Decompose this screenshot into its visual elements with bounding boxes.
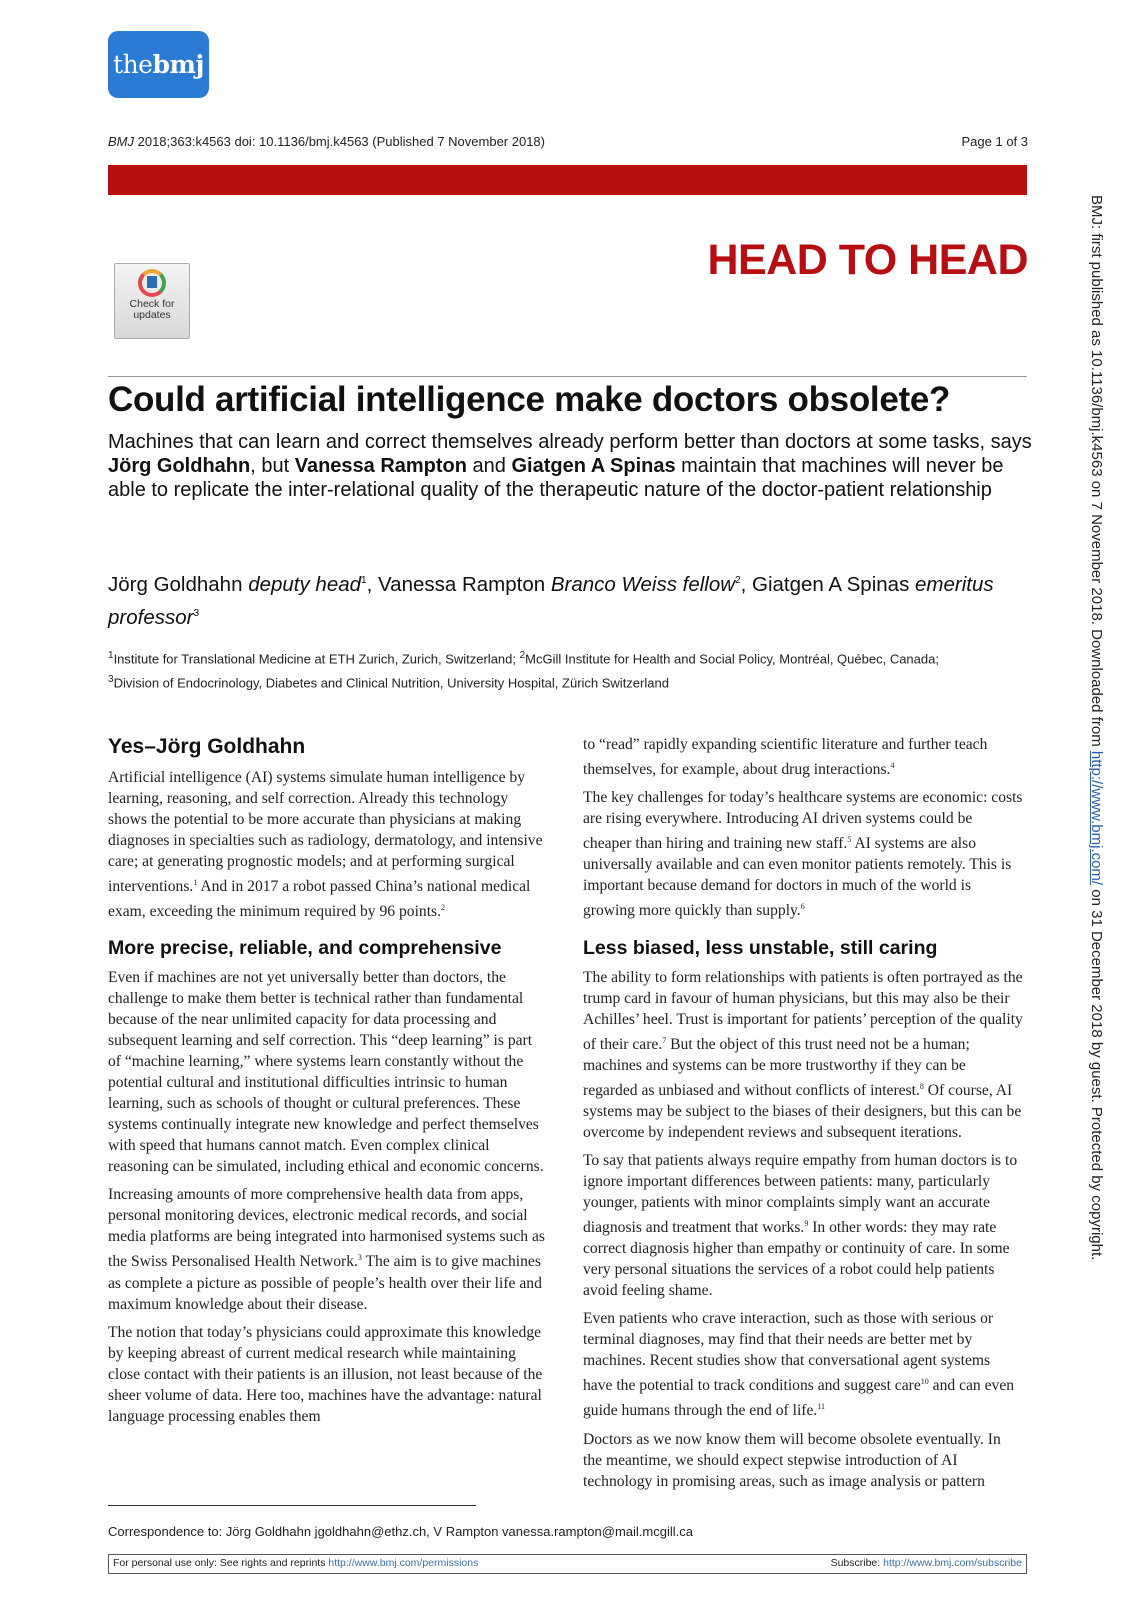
reference-sup: 2 <box>441 903 446 913</box>
author-list <box>108 566 1033 632</box>
paragraph-text: But the object of this trust need not be a human; machines and systems can be more trustworthy if they can be regarded as unbiased and without conflicts of interest. <box>583 1035 970 1099</box>
reference-sup: 3 <box>357 1253 362 1263</box>
paragraph <box>583 967 1023 1143</box>
check-for-updates-badge[interactable] <box>114 263 190 339</box>
footer-text: For personal use only: See rights and reprints <box>113 1557 329 1569</box>
author-sep: , <box>740 572 753 596</box>
footer-right <box>831 1557 1022 1569</box>
author-affil: 2 <box>735 575 741 586</box>
paragraph-text: AI systems are also universally available and can even monitor patients remotely. This is important because demand for doctors in much of the world is growing more quickly than supply. <box>583 835 1012 920</box>
logo-bold: bmj <box>152 50 204 79</box>
paragraph: Doctors as we now know them will become obsolete eventually. In the meantime, we should expect stepwise introduction of AI technology in promising areas, such as image analysis or pattern <box>583 1430 1001 1490</box>
standfirst-author: Giatgen A Spinas <box>511 455 676 477</box>
reference-sup: 11 <box>817 1402 825 1412</box>
standfirst-author: Vanessa Rampton <box>294 455 467 477</box>
author-name: Giatgen A Spinas <box>752 572 916 596</box>
column-heading: Yes–Jörg Goldhahn <box>108 735 306 758</box>
paragraph <box>583 734 1023 780</box>
affil-text: McGill Institute for Health and Social Policy, Montréal, Québec, Canada; <box>525 651 939 667</box>
paragraph-text: Even patients who crave interaction, such as those with serious or terminal diagnoses, may find that their needs are better met by machines. Recent studies show that conversational agent systems have the potential to track conditions and suggest care <box>583 1310 994 1395</box>
journal-name: BMJ <box>108 134 134 149</box>
paragraph-text: Of course, AI systems may be subject to the biases of their designers, but this can be overcome by independent reviews and subsequent iterations. <box>583 1081 1022 1141</box>
subscribe-link[interactable]: http://www.bmj.com/subscribe <box>883 1557 1022 1569</box>
paragraph <box>108 767 548 922</box>
paragraph-text: The ability to form relationships with patients is often portrayed as the trump card in favour of human physicians, but this may also be their Achilles’ heel. Trust is important for patients’ perception of the quality of their care. <box>583 968 1023 1053</box>
reference-sup: 5 <box>847 835 852 845</box>
header-bar <box>108 165 1027 195</box>
standfirst-text: , but <box>250 455 295 477</box>
standfirst-text: maintain that machines will never be able to replicate the inter-relational quality of the therapeutic nature of the doctor-patient relationship <box>108 455 1004 501</box>
footnote-rule <box>108 1505 476 1506</box>
citation-line <box>108 134 545 149</box>
affil-text: Division of Endocrinology, Diabetes and Clinical Nutrition, University Hospital, Zürich Switzerland <box>113 675 669 691</box>
title-rule <box>108 376 1027 377</box>
side-text: BMJ: first published as 10.1136/bmj.k4563 on 7 November 2018. Downloaded from <box>1088 195 1105 751</box>
paragraph <box>583 787 1023 921</box>
paragraph <box>583 1308 1023 1421</box>
correspondence: Correspondence to: Jörg Goldhahn jgoldhahn@ethz.ch, V Rampton vanessa.rampton@mail.mcgill.ca <box>108 1524 693 1539</box>
paragraph-text: to “read” rapidly expanding scientific literature and further teach themselves, for example, about drug interactions. <box>583 736 988 779</box>
right-column <box>583 734 1023 1499</box>
standfirst-text: Machines that can learn and correct themselves already perform better than doctors at some tasks, says <box>108 431 1032 453</box>
footer-text: Subscribe: <box>830 1557 884 1569</box>
logo-thin: the <box>113 50 153 79</box>
author-role: emeritus professor <box>108 572 994 629</box>
subheading: Less biased, less unstable, still caring <box>583 936 938 959</box>
paragraph: The notion that today’s physicians could approximate this knowledge by keeping abreast of current medical research while maintaining close contact with their patients is an illusion, not least because of the sheer volume of data. Here too, machines have the advantage: natural language processing enables them <box>108 1323 543 1425</box>
paragraph-text: Increasing amounts of more comprehensive health data from apps, personal monitoring devices, electronic medical records, and social media platforms are being integrated into harmonised systems such as the Swiss Personalised Health Network. <box>108 1186 545 1271</box>
paragraph-text: To say that patients always require empathy from human doctors is to ignore important differences between patients: many, particularly younger, patients with minor complaints simply want an accurate diagnosis and treatment that works. <box>583 1151 1018 1237</box>
paragraph-text: And in 2017 a robot passed China’s national medical exam, exceeding the minimum required by 96 points. <box>108 878 531 921</box>
side-watermark <box>1088 195 1105 1395</box>
reference-sup: 6 <box>800 902 805 912</box>
subheading: More precise, reliable, and comprehensive <box>108 937 502 960</box>
footer-box <box>108 1554 1027 1574</box>
reference-sup: 8 <box>919 1081 924 1091</box>
affil-sup: 1 <box>108 650 114 661</box>
paragraph-text: Artificial intelligence (AI) systems simulate human intelligence by learning, reasoning, and self correction. Already this technology shows the potential to be more accurate than physicians at making diagnoses in specialties such as radiology, dermatology, and intensive care; at generating prognostic models; and at performing surgical interventions. <box>108 769 543 896</box>
paragraph: Even if machines are not yet universally better than doctors, the challenge to make them better is technical rather than fundamental because of the near unlimited capacity for data processing and subsequent learning and self correction. This “deep learning” is part of “machine learning,” where systems learn constantly without the potential cultural and institutional difficulties intrinsic to human learning, such as schools of thought or cultural preferences. These systems continually integrate new knowledge and perfect themselves with speed that humans cannot match. Even complex clinical reasoning can be simulated, including ethical and economic concerns. <box>108 969 544 1176</box>
paragraph-text: The key challenges for today’s healthcare systems are economic: costs are rising everywhere. Introducing AI driven systems could be cheaper than hiring and training new staff. <box>583 789 1023 853</box>
bmj-link[interactable]: http://www.bmj.com/ <box>1088 750 1105 886</box>
side-text: on 31 December 2018 by guest. Protected by copyright. <box>1088 885 1105 1261</box>
author-affil: 3 <box>193 607 200 619</box>
reference-sup: 7 <box>662 1035 667 1045</box>
citation: 2018;363:k4563 doi: 10.1136/bmj.k4563 (Published 7 November 2018) <box>134 134 545 149</box>
affil-text: Institute for Translational Medicine at ETH Zurich, Zurich, Switzerland; <box>113 651 520 667</box>
article-title: Could artificial intelligence make doctors obsolete? <box>108 380 951 419</box>
reference-sup: 10 <box>920 1377 929 1387</box>
paragraph-text: and can even guide humans through the end of life. <box>583 1377 1015 1420</box>
author-sep: , <box>366 572 379 596</box>
affiliations <box>108 645 1028 694</box>
author-role: deputy head <box>248 572 362 596</box>
page-number: Page 1 of 3 <box>961 134 1028 149</box>
standfirst-author: Jörg Goldhahn <box>108 455 251 477</box>
paragraph-text: In other words: they may rate correct diagnosis higher than empathy or continuity of care. In some very personal situations the services of a robot could help patients avoid feeling shame. <box>583 1219 1010 1300</box>
standfirst <box>108 430 1033 502</box>
author-affil: 1 <box>361 575 367 586</box>
section-label: HEAD TO HEAD <box>707 236 1028 284</box>
affil-sup: 3 <box>108 674 114 686</box>
standfirst-text: and <box>467 455 512 477</box>
footer-left <box>113 1557 478 1569</box>
permissions-link[interactable]: http://www.bmj.com/permissions <box>328 1557 479 1569</box>
left-column <box>108 734 548 1434</box>
check-updates-label: Check for updates <box>129 298 175 321</box>
reference-sup: 1 <box>193 878 198 887</box>
reference-sup: 9 <box>804 1218 809 1228</box>
bmj-logo <box>108 31 209 98</box>
paragraph-text: The aim is to give machines as complete a picture as possible of people’s health over their life and maximum knowledge about their disease. <box>108 1253 542 1313</box>
author-name: Vanessa Rampton <box>378 572 551 596</box>
crossmark-icon <box>138 269 166 297</box>
author-role: Branco Weiss fellow <box>550 572 736 596</box>
affil-sup: 2 <box>519 650 526 661</box>
reference-sup: 4 <box>890 761 895 770</box>
paragraph <box>108 1184 548 1314</box>
author-name: Jörg Goldhahn <box>108 572 249 596</box>
paragraph <box>583 1150 1023 1301</box>
